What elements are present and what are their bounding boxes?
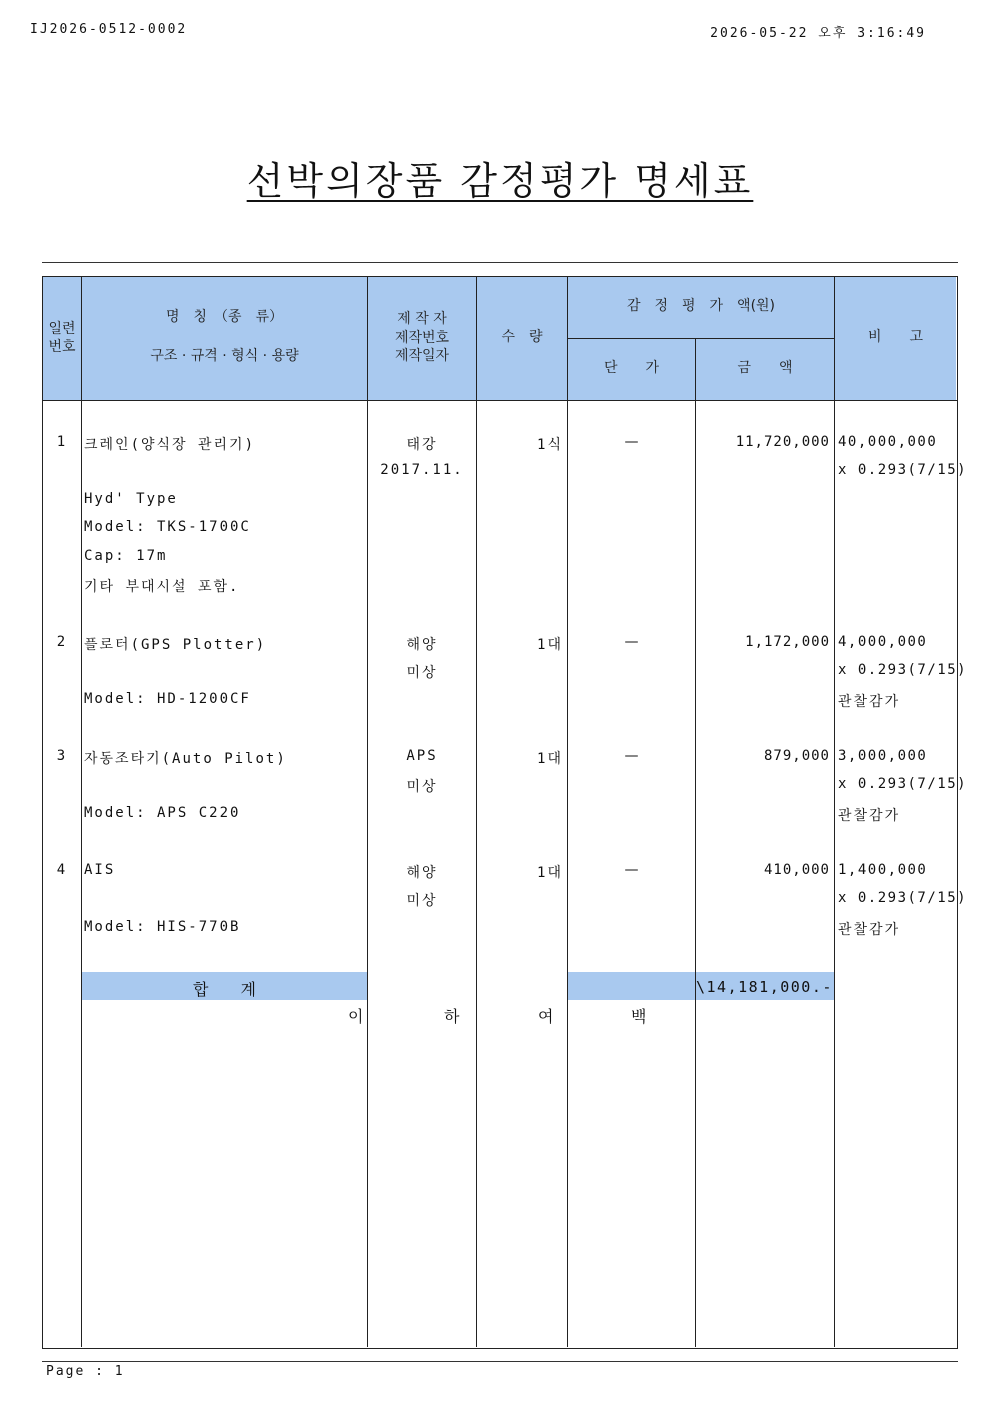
item-qty: 1대	[537, 865, 563, 881]
total-label: 합 계	[193, 980, 256, 999]
item-spec: Cap: 17m	[84, 548, 168, 564]
item-remark: x 0.293(7/15)	[838, 776, 968, 792]
item-spec: 기타 부대시설 포함.	[84, 579, 240, 595]
blank-marker-char: 이	[348, 1007, 364, 1026]
item-remark: 관찰감가	[838, 808, 901, 824]
col-header-name: 명 칭 （종 류）	[165, 309, 284, 325]
header-subdivider	[567, 338, 834, 339]
item-maker: 해양	[406, 865, 438, 881]
col-header-unit-price: 단 가	[603, 360, 660, 376]
item-made-date: 미상	[406, 779, 438, 795]
col-header-made-date: 제작일자	[394, 348, 450, 364]
col-header-qty: 수 량	[501, 329, 543, 345]
blank-marker-char: 하	[444, 1007, 460, 1026]
item-unit-price: —	[624, 434, 639, 450]
item-remark: 4,000,000	[838, 634, 928, 650]
item-spec: Model: HD-1200CF	[84, 691, 251, 707]
bottom-rule	[42, 1361, 958, 1362]
item-amount: 879,000	[763, 748, 830, 764]
item-remark: x 0.293(7/15)	[838, 462, 968, 478]
item-name: 자동조타기(Auto Pilot)	[84, 751, 287, 767]
item-remark: 40,000,000	[838, 434, 938, 450]
row-number: 3	[56, 748, 68, 764]
col-divider	[834, 276, 835, 1347]
row-number: 2	[56, 634, 68, 650]
item-name: 플로터(GPS Plotter)	[84, 637, 267, 653]
item-qty: 1식	[537, 437, 563, 453]
item-made-date: 미상	[406, 893, 438, 909]
item-remark: 관찰감가	[838, 694, 901, 710]
item-remark: x 0.293(7/15)	[838, 662, 968, 678]
item-unit-price: —	[624, 862, 639, 878]
item-name: AIS	[84, 862, 116, 878]
row-number: 1	[56, 434, 68, 450]
col-header-serial-no: 제작번호	[394, 330, 450, 346]
page-title: 선박의장품 감정평가 명세표	[246, 159, 754, 203]
item-remark: 관찰감가	[838, 922, 901, 938]
total-amount: \14,181,000.-	[696, 978, 833, 996]
item-spec: Model: HIS-770B	[84, 919, 241, 935]
col-divider	[81, 276, 82, 1347]
blank-marker-char: 백	[631, 1007, 647, 1026]
blank-marker-char: 여	[538, 1007, 554, 1026]
col-divider	[695, 338, 696, 1347]
item-maker: APS	[406, 748, 438, 764]
item-spec: Model: APS C220	[84, 805, 241, 821]
print-datetime: 2026-05-22 오후 3:16:49	[710, 26, 926, 41]
page-number: Page : 1	[46, 1364, 125, 1379]
header-bottom-line	[42, 400, 958, 401]
item-spec: Model: TKS-1700C	[84, 519, 251, 535]
col-header-maker: 제 작 자	[397, 311, 447, 327]
col-header-serial: 일련 번호	[48, 321, 76, 355]
item-maker: 태강	[406, 437, 438, 453]
document-id: IJ2026-0512-0002	[30, 22, 188, 37]
item-qty: 1대	[537, 637, 563, 653]
item-remark: 3,000,000	[838, 748, 928, 764]
item-spec: Hyd' Type	[84, 491, 178, 507]
col-header-spec: 구조 · 규격 · 형식 · 용량	[150, 348, 299, 364]
item-remark: 1,400,000	[838, 862, 928, 878]
item-remark: x 0.293(7/15)	[838, 890, 968, 906]
item-unit-price: —	[624, 748, 639, 764]
row-number: 4	[56, 862, 68, 878]
top-rule	[42, 262, 958, 263]
item-amount: 410,000	[763, 862, 830, 878]
item-amount: 1,172,000	[745, 634, 830, 650]
item-maker: 해양	[406, 637, 438, 653]
col-header-remarks: 비 고	[867, 329, 924, 345]
item-made-date: 2017.11.	[380, 462, 464, 478]
item-made-date: 미상	[406, 665, 438, 681]
item-name: 크레인(양식장 관리기)	[84, 437, 256, 453]
col-header-appraisal: 감 정 평 가 액(원)	[626, 298, 776, 314]
item-qty: 1대	[537, 751, 563, 767]
item-unit-price: —	[624, 634, 639, 650]
item-amount: 11,720,000	[735, 434, 830, 450]
col-header-amount: 금 액	[737, 360, 793, 376]
